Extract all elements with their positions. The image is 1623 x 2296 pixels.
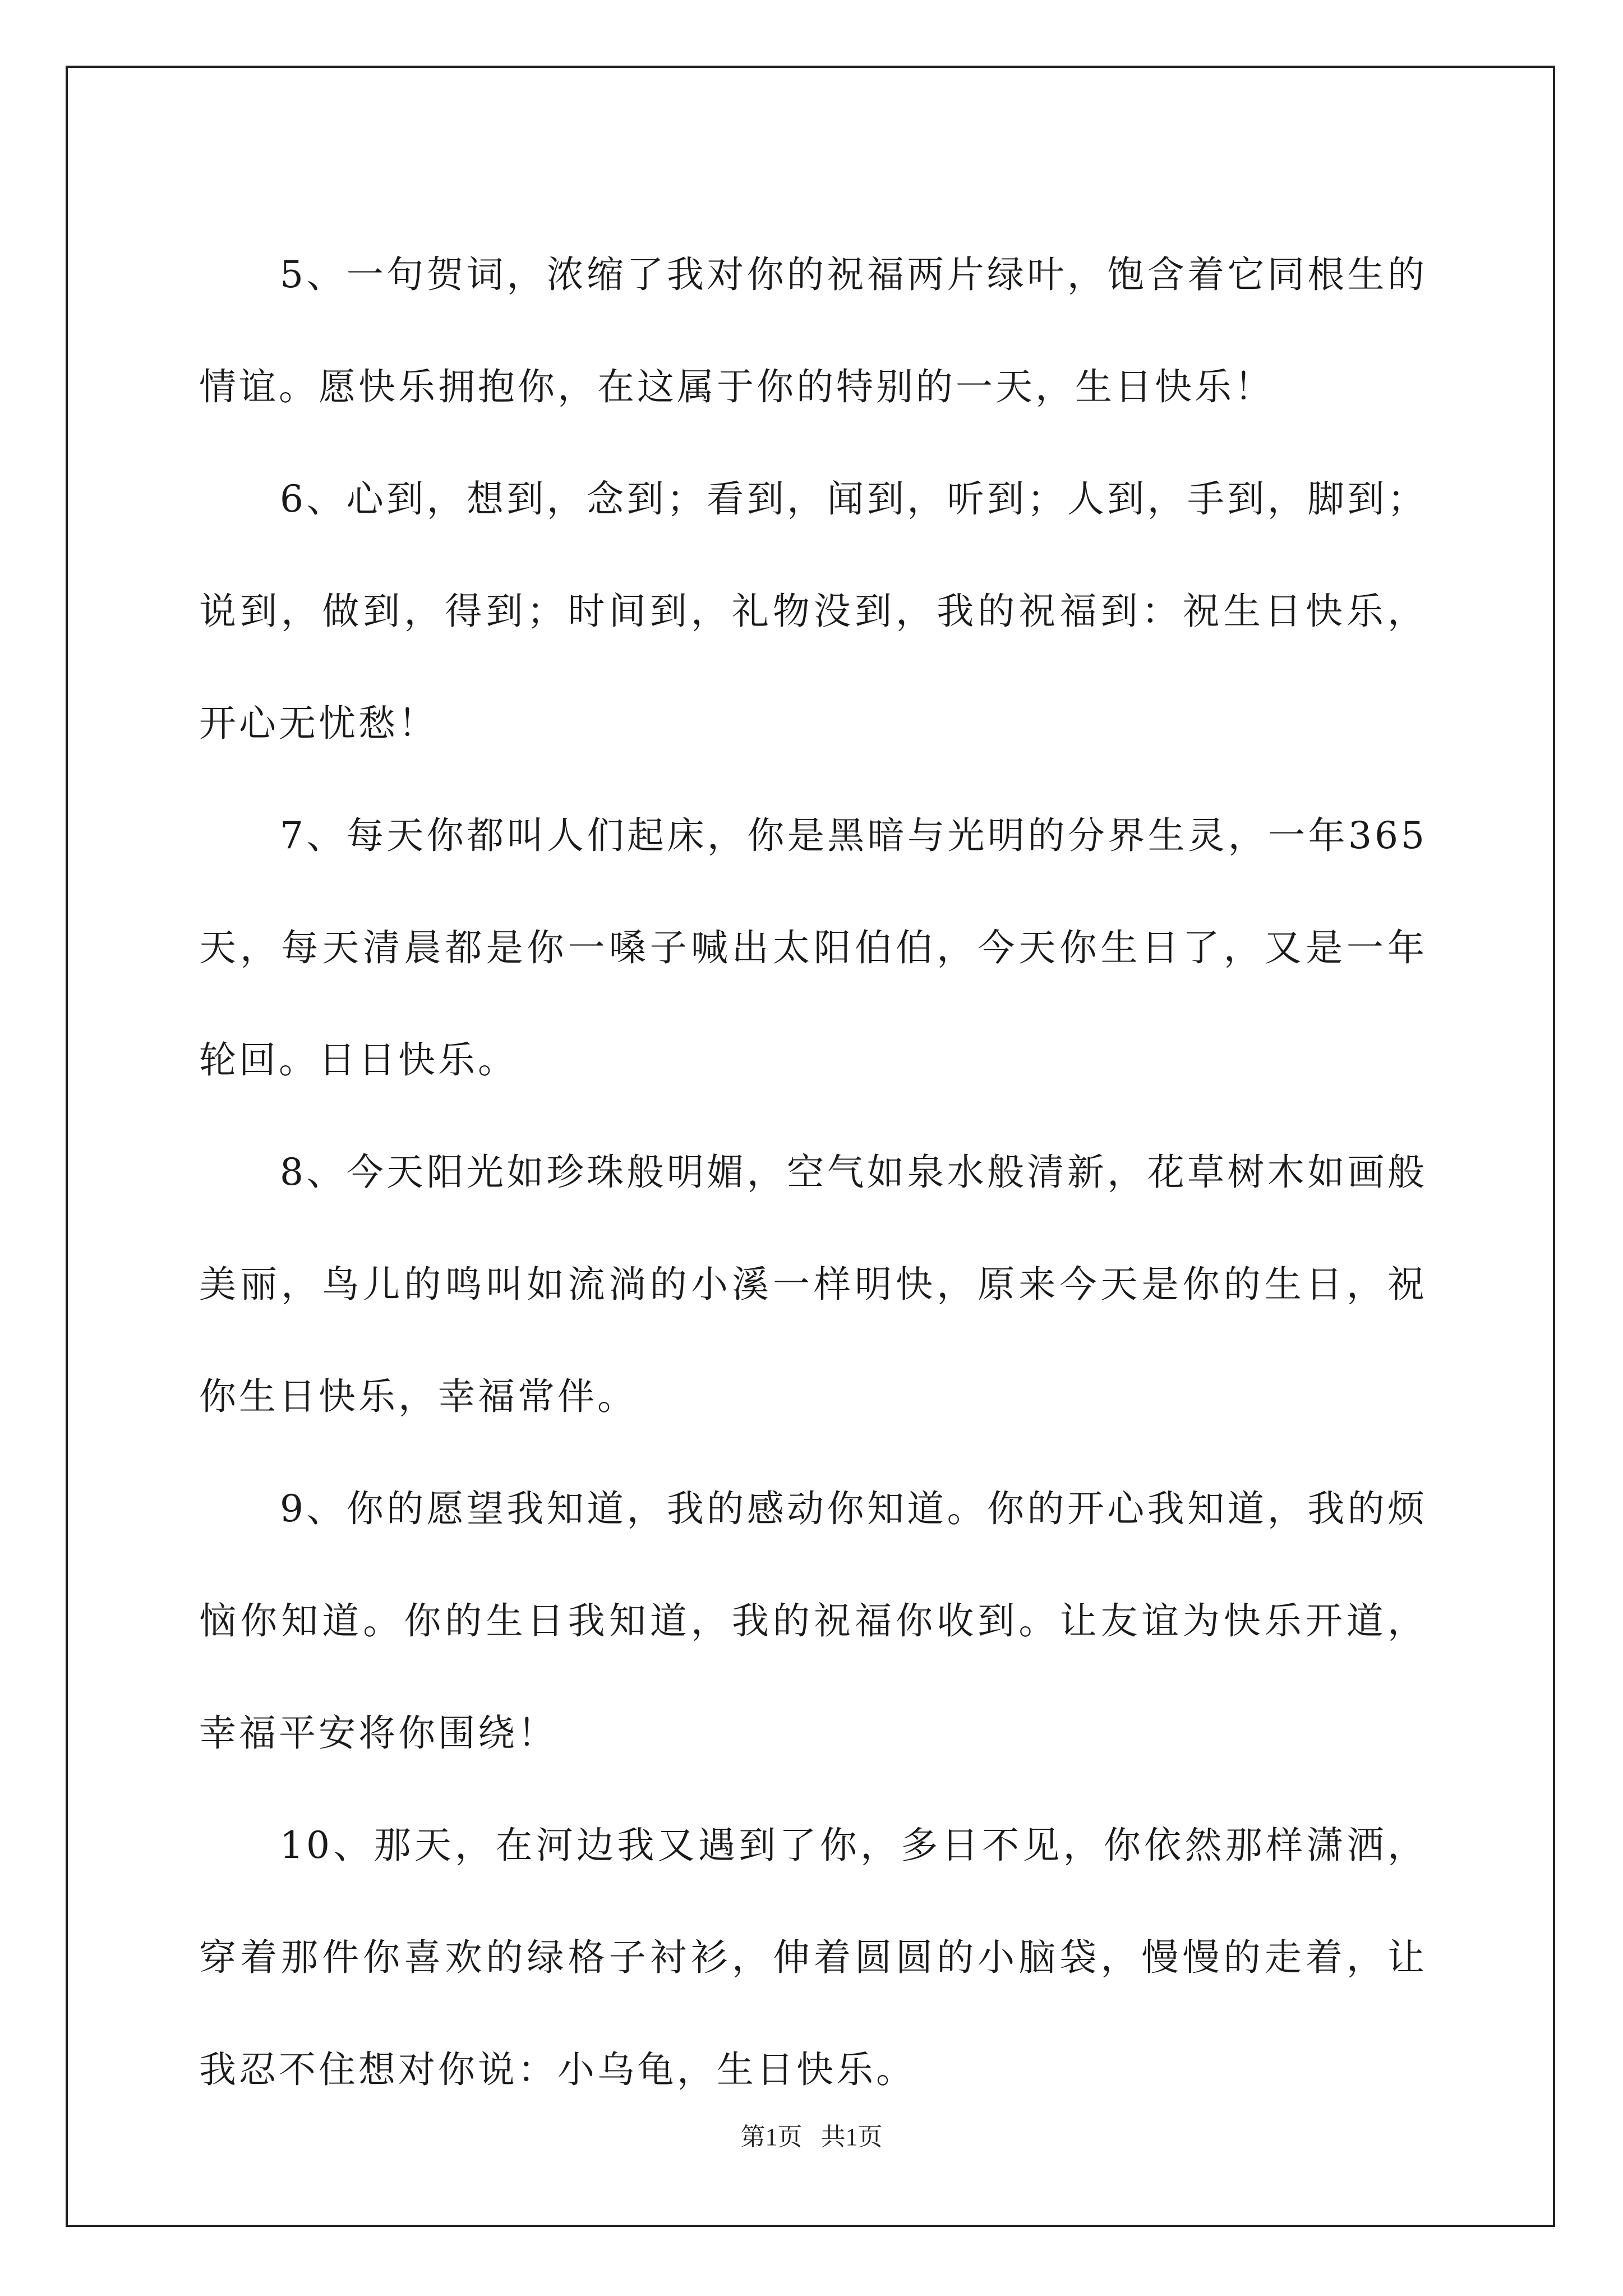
paragraph-6: 6、心到，想到，念到；看到，闻到，听到；人到，手到，脚到；说到，做到，得到；时间到，礼物没到，我的祝福到：祝生日快乐，开心无忧愁！ (199, 477, 1427, 745)
page-number: 第1页 共1页 (740, 2123, 883, 2151)
paragraph-8: 8、今天阳光如珍珠般明媚，空气如泉水般清新，花草树木如画般美丽，鸟儿的鸣叫如流淌的小溪一样明快，原来今天是你的生日，祝你生日快乐，幸福常伴。 (199, 1151, 1427, 1418)
paragraph-7: 7、每天你都叫人们起床，你是黑暗与光明的分界生灵，一年365天，每天清晨都是你一嗓子喊出太阳伯伯，今天你生日了，又是一年轮回。日日快乐。 (199, 814, 1427, 1082)
paragraph-5: 5、一句贺词，浓缩了我对你的祝福两片绿叶，饱含着它同根生的情谊。愿快乐拥抱你，在这属于你的特别的一天，生日快乐！ (199, 253, 1427, 408)
page-footer (0, 2120, 1623, 2154)
paragraph-10: 10、那天，在河边我又遇到了你，多日不见，你依然那样潇洒，穿着那件你喜欢的绿格子衬衫，伸着圆圆的小脑袋，慢慢的走着，让我忍不住想对你说：小乌龟，生日快乐。 (199, 1824, 1427, 2091)
document-body (199, 219, 1427, 2126)
paragraph-9: 9、你的愿望我知道，我的感动你知道。你的开心我知道，我的烦恼你知道。你的生日我知道，我的祝福你收到。让友谊为快乐开道，幸福平安将你围绕！ (199, 1487, 1427, 1755)
